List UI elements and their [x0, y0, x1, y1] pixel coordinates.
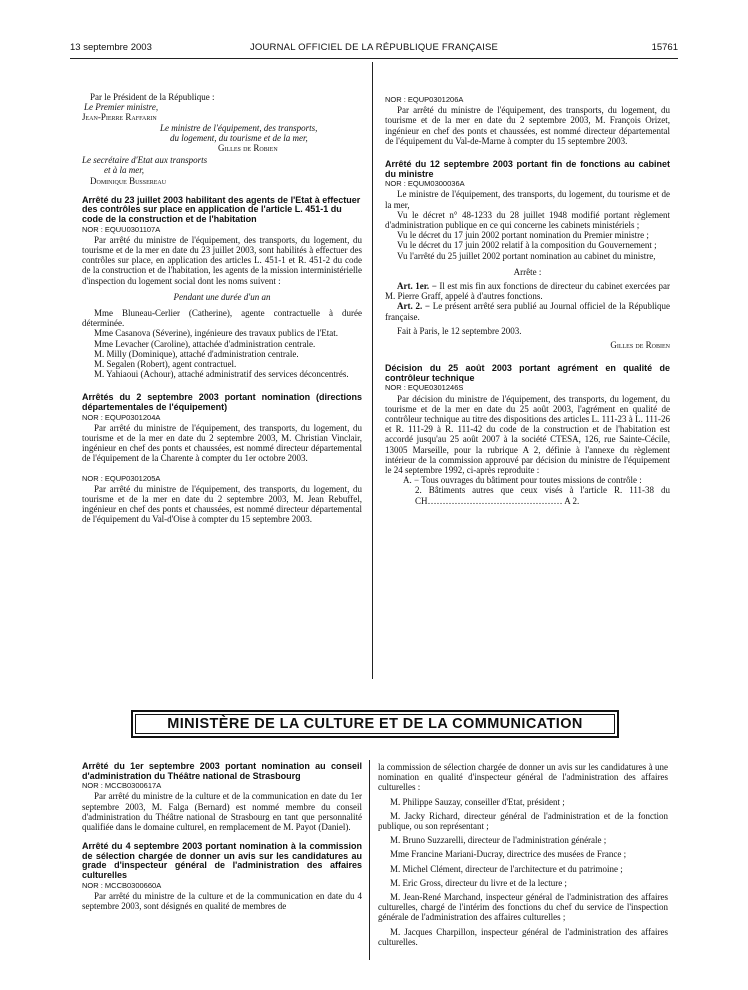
agent-item: Mme Levacher (Caroline), attachée d'administration centrale. — [94, 338, 316, 349]
nor-reference: NOR : EQUP0301206A — [385, 95, 464, 104]
article-2-text: Le présent arrêté sera publié au Journal officiel de la République française. — [385, 301, 670, 322]
member-item: M. Jean-René Marchand, inspecteur général de l'administration des affaires culturelles, chargé de l'intérim des fonctions du chef du service de l'inspection générale de l'administration des affaires culturelles ; — [378, 892, 668, 923]
page-header — [70, 42, 678, 56]
arrete-body: Par arrêté du ministre de la culture et de la communication en date du 1er septembre 2003, M. Falga (Bernard) est nommé membre du conseil d'administration du Théâtre national de Strasbourg en tant que personnalité qualifiée dans le domaine culturel, en remplacement de M. Payot (Daniel). — [82, 791, 362, 832]
arrete-body: Par arrêté du ministre de l'équipement, des transports, du logement, du tourisme et de la mer en date du 2 septembre 2003, M. Jean Rebuffel, ingénieur en chef des ponts et chaussées, est nommé directeur départemental de l'équipement du Val-d'Oise à compter du 15 septembre 2003. — [82, 483, 362, 525]
agent-item: M. Milly (Dominique), attaché d'administration centrale. — [94, 348, 299, 359]
vu-item: Vu le décret du 17 juin 2002 portant nomination du Premier ministre ; — [397, 230, 649, 241]
agent-item: M. Yahiaoui (Achour), attaché administratif des services déconcentrés. — [94, 369, 349, 380]
decision-title: Décision du 25 août 2003 portant agrément en qualité de contrôleur technique — [385, 363, 670, 383]
signature-secretaire: Le secrétaire d'Etat aux transports — [82, 155, 208, 166]
arrete-intro: Le ministre de l'équipement, des transports, du logement, du tourisme et de la mer, — [385, 189, 670, 210]
nor-reference: NOR : EQUM0300036A — [385, 179, 465, 189]
nor-reference: NOR : EQUP0301204A — [82, 412, 161, 422]
signature-premier-ministre: Le Premier ministre, — [84, 102, 159, 113]
member-item: M. Philippe Sauzay, conseiller d'Etat, président ; — [390, 796, 565, 807]
column-left-top — [82, 92, 362, 525]
arrete-title: Arrêté du 23 juillet 2003 habilitant des agents de l'Etat à effectuer des contrôles sur place en application de l'article L. 451-1 du code de la construction et de l'habitation — [82, 194, 361, 225]
ministry-banner-text: MINISTÈRE DE LA CULTURE ET DE LA COMMUNICATION — [167, 716, 583, 732]
signature-ministre-2: du logement, du tourisme et de la mer, — [170, 132, 308, 143]
article-2-label: Art. 2. − — [397, 301, 431, 312]
decision-item-2-end: A 2. — [564, 495, 580, 506]
arrete-body: Par arrêté du ministre de l'équipement, des transports, du logement, du tourisme et de la mer en date du 2 septembre 2003, M. François Orizet, ingénieur en chef des ponts et chaussées, est nommé directeur départemental de l'équipement du Val-de-Marne à compter du 15 septembre 2003. — [385, 105, 670, 146]
column-divider-bottom — [369, 760, 370, 960]
article-1-label: Art. 1er. − — [397, 281, 437, 292]
nor-reference: NOR : EQUP0301205A — [82, 473, 161, 483]
arrete-title: Arrêté du 4 septembre 2003 portant nomination à la commission de sélection chargée de donner un avis sur les candidatures au grade d'inspecteur général de l'administration des affaires culturelles — [82, 841, 362, 880]
nor-reference: NOR : EQUU0301107A — [82, 224, 161, 234]
member-item: Mme Francine Mariani-Ducray, directrice des musées de France ; — [390, 849, 627, 860]
arrete-body: Par arrêté du ministre de l'équipement, des transports, du logement, du tourisme et de la mer en date du 23 juillet 2003, sont habilités à effectuer des contrôles sur place, en application des articles L. 451-1 et R. 451-2 du code de la construction et de l'habitation, les agents de la mission interministérielle d'inspection du logement social dont les noms suivent : — [82, 234, 362, 286]
column-left-bottom — [82, 762, 362, 911]
arrete-title: Arrêtés du 2 septembre 2003 portant nomination (directions départementales de l'équipement) — [82, 392, 362, 413]
member-item: M. Jacques Charpillon, inspecteur général de l'administration des affaires culturelles. — [378, 926, 668, 947]
agent-item: M. Segalen (Robert), agent contractuel. — [94, 359, 237, 370]
arrete-title: Arrêté du 12 septembre 2003 portant fin de fonctions au cabinet du ministre — [385, 159, 670, 179]
signature-intro: Par le Président de la République : — [90, 92, 215, 102]
signature-bussereau: Dominique Bussereau — [90, 175, 167, 186]
nor-reference: NOR : MCCB0300660A — [82, 880, 162, 890]
duree-heading: Pendant une durée d'un an — [173, 291, 271, 302]
article-2 — [385, 301, 670, 321]
vu-item: Vu le décret n° 48-1233 du 28 juillet 1948 modifié portant règlement d'administration publique en ce qui concerne les cabinets ministériels ; — [385, 209, 670, 231]
decision-item-2-text: 2. Bâtiments autres que ceux visés à l'article R. 111-38 du CH — [415, 485, 670, 506]
header-rule — [70, 58, 678, 59]
signature-secretaire-2: et à la mer, — [104, 165, 144, 176]
article-1 — [385, 281, 670, 301]
vu-item: Vu l'arrêté du 25 juillet 2002 portant nomination au cabinet du ministre, — [397, 250, 656, 261]
member-item: M. Bruno Suzzarelli, directeur de l'administration générale ; — [390, 835, 607, 846]
member-item: M. Eric Gross, directeur du livre et de la lecture ; — [390, 877, 567, 888]
member-item: M. Michel Clément, directeur de l'architecture et du patrimoine ; — [390, 863, 623, 874]
arrete-title: Arrêté du 1er septembre 2003 portant nomination au conseil d'administration du Théâtre national de Strasbourg — [82, 761, 362, 781]
fait-a-paris: Fait à Paris, le 12 septembre 2003. — [397, 325, 522, 336]
decision-body: Par décision du ministre de l'équipement, des transports, du logement, du tourisme et de la mer en date du 25 août 2003, l'agrément en qualité de contrôleur technique au titre des dispositions des articles L. 111-23 à L. 111-26 et R. 111-29 à R. 111-42 du code de la construction et de l'habitation est accordé jusqu'au 25 août 2007 à la société CTESA, 126, rue Sainte-Cécile, 13005 Marseille, pour la rubrique A 2, définie à l'annexe du règlement intérieur de la commission approuvé par décision du ministre de l'équipement le 24 septembre 1992, ci-après reproduite : — [385, 393, 670, 476]
column-divider — [372, 62, 373, 679]
member-item: M. Jacky Richard, directeur général de l'administration et de la fonction publique, ou son représentant ; — [378, 810, 668, 832]
arrete-body: Par arrêté du ministre de l'équipement, des transports, du logement, du tourisme et de la mer en date du 2 septembre 2003, M. Christian Vinclair, ingénieur en chef des ponts et chaussées, est nommé directeur départemental de l'équipement de la Charente à compter du 1er octobre 2003. — [82, 422, 362, 464]
column-right-top — [385, 95, 670, 506]
header-page-number: 15761 — [651, 42, 678, 53]
signature-ministre: Le ministre de l'équipement, des transports, — [160, 122, 318, 133]
ministry-banner — [131, 710, 619, 738]
commission-intro: la commission de sélection chargée de donner un avis sur les candidatures à une nomination en qualité d'inspecteur général de l'administration des affaires culturelles : — [378, 762, 668, 793]
signature-robien: Gilles de Robien — [218, 143, 278, 154]
signature-pm-name: Jean-Pierre Raffarin — [82, 112, 157, 123]
decision-item-a: A. − Tous ouvrages du bâtiment pour toutes missions de contrôle : — [403, 475, 642, 486]
header-journal-title: JOURNAL OFFICIEL DE LA RÉPUBLIQUE FRANÇAISE — [249, 42, 499, 53]
nor-reference: NOR : EQUE0301246S — [385, 383, 464, 393]
arrete-body: Par arrêté du ministre de la culture et de la communication en date du 4 septembre 2003, sont désignés en qualité de membres de — [82, 890, 362, 911]
vu-item: Vu le décret du 17 juin 2002 relatif à la composition du Gouvernement ; — [397, 240, 657, 251]
agent-item: Mme Bluneau-Cerlier (Catherine), agente contractuelle à durée déterminée. — [82, 308, 362, 329]
header-date: 13 septembre 2003 — [70, 42, 152, 53]
nor-reference: NOR : MCCB0300617A — [82, 781, 162, 791]
agent-item: Mme Casanova (Séverine), ingénieure des travaux publics de l'Etat. — [94, 328, 339, 339]
arrete-word: Arrête : — [513, 266, 542, 277]
decision-item-2: 2. Bâtiments autres que ceux visés à l'article R. 111-38 du CH……………………………………… A 2. — [415, 485, 670, 506]
column-right-bottom — [378, 762, 668, 947]
article-1-text: Il est mis fin aux fonctions de directeur du cabinet exercées par M. Pierre Graff, appelé à d'autres fonctions. — [385, 281, 670, 302]
signature-robien: Gilles de Robien — [610, 340, 670, 351]
